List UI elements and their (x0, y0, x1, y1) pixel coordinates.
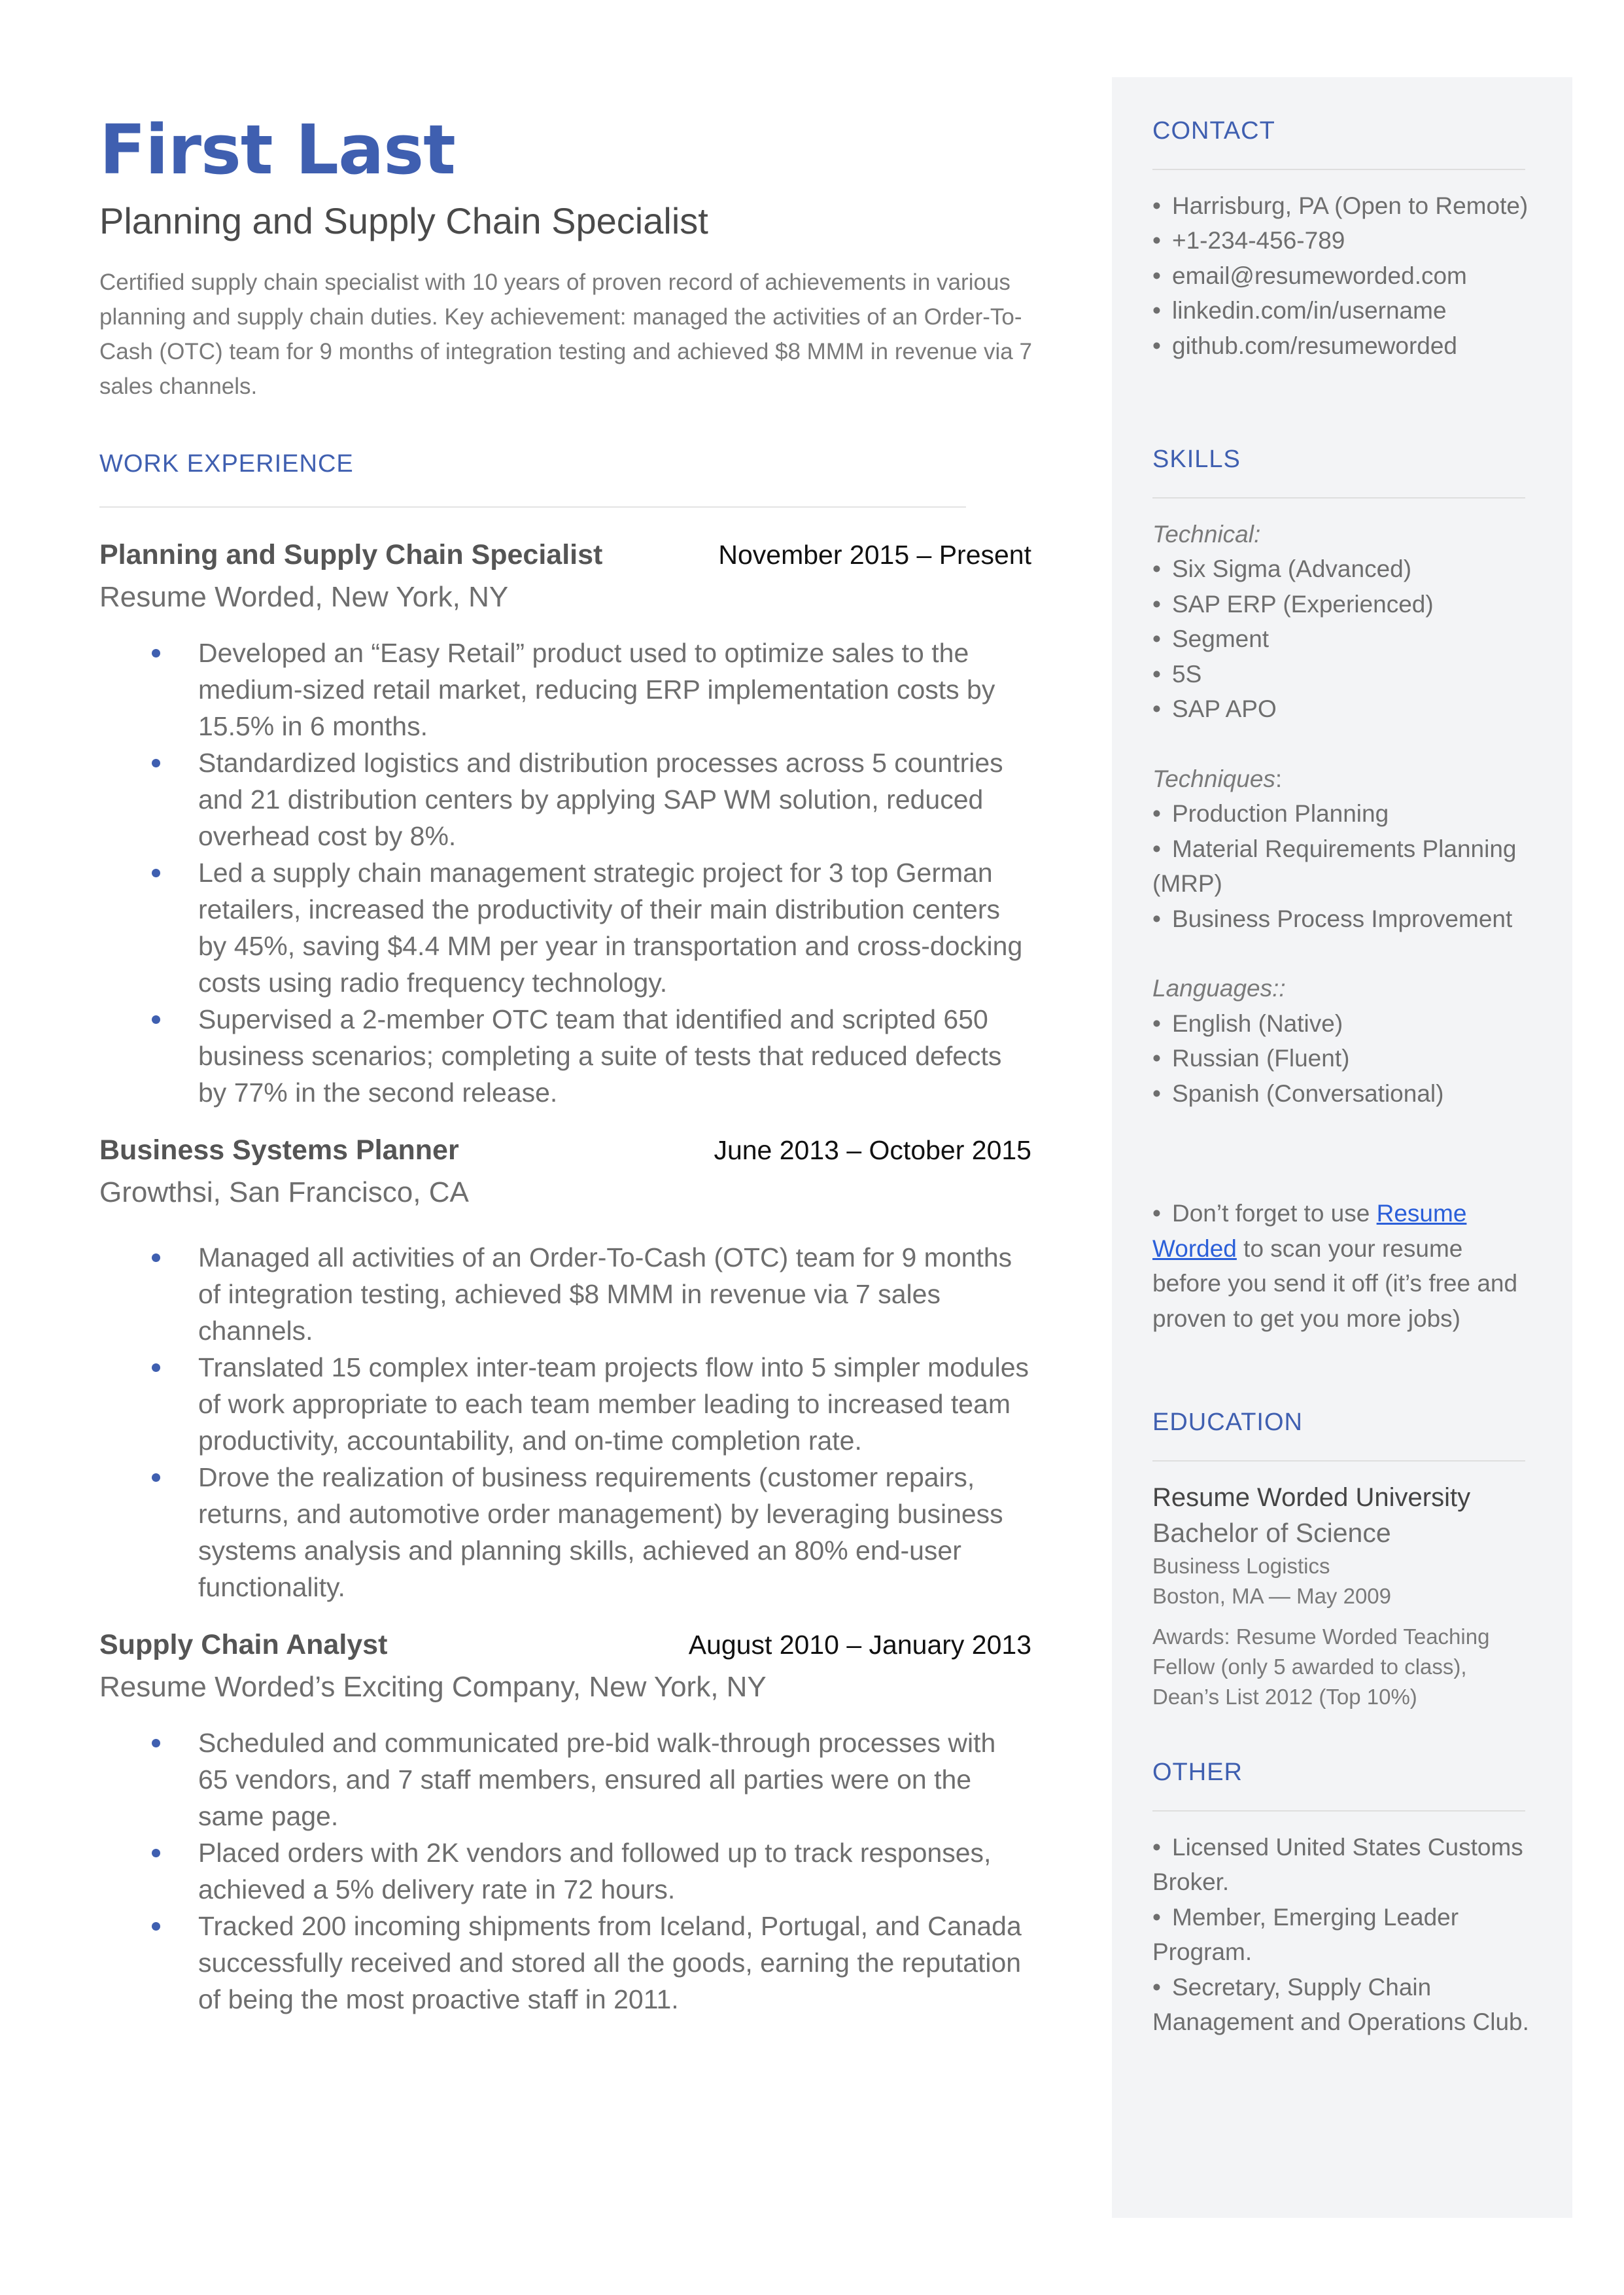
job-bullets (99, 1725, 1067, 2018)
skill-item: • SAP ERP (Experienced) (1152, 587, 1532, 622)
education-school: Resume Worded University (1152, 1482, 1471, 1512)
bullet-icon: • (1152, 590, 1161, 618)
divider (1152, 1810, 1525, 1812)
education-awards: Awards: Resume Worded Teaching Fellow (only 5 awarded to class), Dean’s List 2012 (Top 10%) (1152, 1624, 1490, 1709)
bullet-item (99, 1908, 1031, 2018)
contact-phone: • +1-234-456-789 (1152, 223, 1532, 258)
job-title: Business Systems Planner (99, 1134, 459, 1166)
bullet-item (99, 1349, 1031, 1459)
bullet-text: Standardized logistics and distribution processes across 5 countries and 21 distribution centers by applying SAP WM solution, reduced overhead cost by 8%. (198, 748, 1003, 852)
bullet-icon: • (1152, 1973, 1161, 2001)
bullet-icon: • (1152, 1903, 1161, 1931)
bullet-dot-icon (152, 649, 160, 657)
bullet-icon: • (1152, 905, 1161, 932)
bullet-icon: • (1152, 1833, 1161, 1861)
bullet-icon: • (1152, 800, 1161, 828)
sidebar-content (1152, 116, 1532, 2040)
bullet-item (99, 1459, 1031, 1605)
contact-linkedin: • linkedin.com/in/username (1152, 293, 1532, 328)
skill-item: • Segment (1152, 622, 1532, 657)
contact-list (1152, 188, 1532, 364)
other-item: • Secretary, Supply Chain Management and Operations Club. (1152, 1970, 1532, 2040)
contact-location: • Harrisburg, PA (Open to Remote) (1152, 188, 1532, 224)
bullet-item (99, 854, 1031, 1001)
resume-worded-tip: • Don’t forget to use Resume Worded to scan your resume before you send it off (it’s free and proven to get you more jobs) (1152, 1196, 1532, 1336)
contact-github: • github.com/resumeworded (1152, 328, 1532, 364)
skills-technical-list (1152, 552, 1532, 727)
bullet-item (99, 745, 1031, 854)
bullet-text: Developed an “Easy Retail” product used to optimize sales to the medium-sized retail market, reducing ERP implementation costs by 15.5% in 6 months. (198, 638, 995, 742)
job-company: Resume Worded, New York, NY (99, 581, 509, 614)
sidebar (1112, 77, 1572, 2218)
bullet-icon: • (1152, 695, 1161, 723)
divider (1152, 497, 1525, 499)
divider (1152, 1460, 1525, 1462)
bullet-item (99, 1239, 1031, 1349)
bullet-dot-icon (152, 869, 160, 877)
skills-technical-label: Technical: (1152, 520, 1261, 548)
bullet-text: Drove the realization of business requirements (customer repairs, returns, and automotive order management) by leveraging business systems analysis and planning skills, achieved an 80% end-user functionality. (198, 1462, 1003, 1602)
bullet-icon: • (1152, 332, 1161, 359)
skills-techniques-list (1152, 796, 1532, 936)
job-bullets (99, 1239, 1067, 1605)
candidate-name: First Last (99, 110, 455, 190)
candidate-title: Planning and Supply Chain Specialist (99, 200, 708, 241)
contact-email: • email@resumeworded.com (1152, 258, 1532, 294)
bullet-text: Scheduled and communicated pre-bid walk-through processes with 65 vendors, and 7 staff members, ensured all parties were on the same page. (198, 1727, 996, 1831)
bullet-text: Led a supply chain management strategic project for 3 top German retailers, increased the productivity of their main distribution centers by 45%, saving $4.4 MM per year in transportation and cross-docking costs using radio frequency technology. (198, 858, 1023, 998)
work-experience-heading: WORK EXPERIENCE (99, 449, 354, 478)
skill-item: • Business Process Improvement (1152, 902, 1532, 937)
bullet-icon: • (1152, 297, 1161, 324)
skill-item-continued: (MRP) (1152, 870, 1222, 898)
bullet-text: Managed all activities of an Order-To-Cash (OTC) team for 9 months of integration testing, achieved $8 MMM in revenue via 7 sales channels. (198, 1242, 1012, 1346)
job-header (99, 1629, 1031, 1661)
bullet-dot-icon (152, 1739, 160, 1747)
language-item: • Russian (Fluent) (1152, 1041, 1532, 1076)
education-location-date: Boston, MA — May 2009 (1152, 1584, 1392, 1609)
resume-worded-link[interactable]: Resume Worded (1152, 1200, 1467, 1262)
skill-item: • SAP APO (1152, 692, 1532, 727)
job-header (99, 539, 1031, 571)
job-title: Supply Chain Analyst (99, 1628, 388, 1660)
education-field: Business Logistics (1152, 1554, 1330, 1579)
skills-techniques-label: Techniques: (1152, 765, 1283, 792)
education-heading: EDUCATION (1152, 1409, 1303, 1437)
bullet-icon: • (1152, 555, 1161, 583)
skill-item: • Production Planning (1152, 796, 1532, 832)
contact-heading: CONTACT (1152, 117, 1275, 145)
job-bullets (99, 635, 1067, 1111)
bullet-dot-icon (152, 1253, 160, 1262)
bullet-dot-icon (152, 1473, 160, 1482)
skills-languages-label: Languages:: (1152, 975, 1286, 1002)
bullet-icon: • (1152, 660, 1161, 688)
divider (99, 506, 966, 508)
job-dates: June 2013 – October 2015 (714, 1135, 1031, 1166)
bullet-dot-icon (152, 1015, 160, 1024)
other-heading: OTHER (1152, 1759, 1243, 1787)
bullet-item (99, 635, 1031, 745)
job-dates: November 2015 – Present (718, 540, 1031, 570)
bullet-text: Placed orders with 2K vendors and followed up to track responses, achieved a 5% delivery rate in 72 hours. (198, 1837, 992, 1904)
skill-item: • Material Requirements Planning (1152, 832, 1532, 867)
bullet-item (99, 1834, 1031, 1908)
other-list (1152, 1830, 1532, 2040)
job-entry (99, 539, 1067, 1111)
bullet-dot-icon (152, 1849, 160, 1857)
skills-languages-list (1152, 1006, 1532, 1112)
skills-heading: SKILLS (1152, 446, 1241, 474)
skill-item: • Six Sigma (Advanced) (1152, 552, 1532, 587)
divider (1152, 169, 1525, 170)
bullet-icon: • (1152, 1045, 1161, 1072)
bullet-text: Supervised a 2-member OTC team that identified and scripted 650 business scenarios; completing a suite of tests that reduced defects by 77% in the second release. (198, 1004, 1002, 1108)
job-entry (99, 1629, 1067, 2018)
job-dates: August 2010 – January 2013 (688, 1629, 1031, 1660)
bullet-icon: • (1152, 1009, 1161, 1037)
other-item: • Member, Emerging Leader Program. (1152, 1900, 1532, 1970)
bullet-text: Tracked 200 incoming shipments from Iceland, Portugal, and Canada successfully received and stored all the goods, earning the reputation of being the most proactive staff in 2011. (198, 1910, 1022, 2014)
bullet-text: Translated 15 complex inter-team projects flow into 5 simpler modules of work appropriate to each team member leading to increased team productivity, accountability, and on-time completion rate. (198, 1352, 1029, 1456)
language-item: • English (Native) (1152, 1006, 1532, 1042)
bullet-item (99, 1001, 1031, 1111)
education-degree: Bachelor of Science (1152, 1517, 1391, 1548)
bullet-dot-icon (152, 759, 160, 767)
main-column (99, 111, 1067, 2041)
bullet-icon: • (1152, 227, 1161, 254)
bullet-icon: • (1152, 1200, 1161, 1227)
bullet-dot-icon (152, 1363, 160, 1372)
bullet-icon: • (1152, 1079, 1161, 1107)
bullet-item (99, 1725, 1031, 1834)
other-item: • Licensed United States Customs Broker. (1152, 1830, 1532, 1900)
summary: Certified supply chain specialist with 10 years of proven record of achievements in various planning and supply chain duties. Key achievement: managed the activities of an Order-To-Cash (OTC) team for 9 months of integration testing and achieved $8 MMM in revenue via 7 sales channels. (99, 269, 1032, 399)
job-company: Resume Worded’s Exciting Company, New York, NY (99, 1670, 767, 1703)
language-item: • Spanish (Conversational) (1152, 1076, 1532, 1112)
bullet-dot-icon (152, 1922, 160, 1931)
bullet-icon: • (1152, 262, 1161, 289)
job-header (99, 1134, 1031, 1166)
job-company: Growthsi, San Francisco, CA (99, 1176, 469, 1209)
job-entry (99, 1134, 1067, 1605)
bullet-icon: • (1152, 625, 1161, 653)
bullet-icon: • (1152, 835, 1161, 862)
skill-item: • 5S (1152, 657, 1532, 692)
bullet-icon: • (1152, 192, 1161, 219)
job-title: Planning and Supply Chain Specialist (99, 539, 603, 571)
